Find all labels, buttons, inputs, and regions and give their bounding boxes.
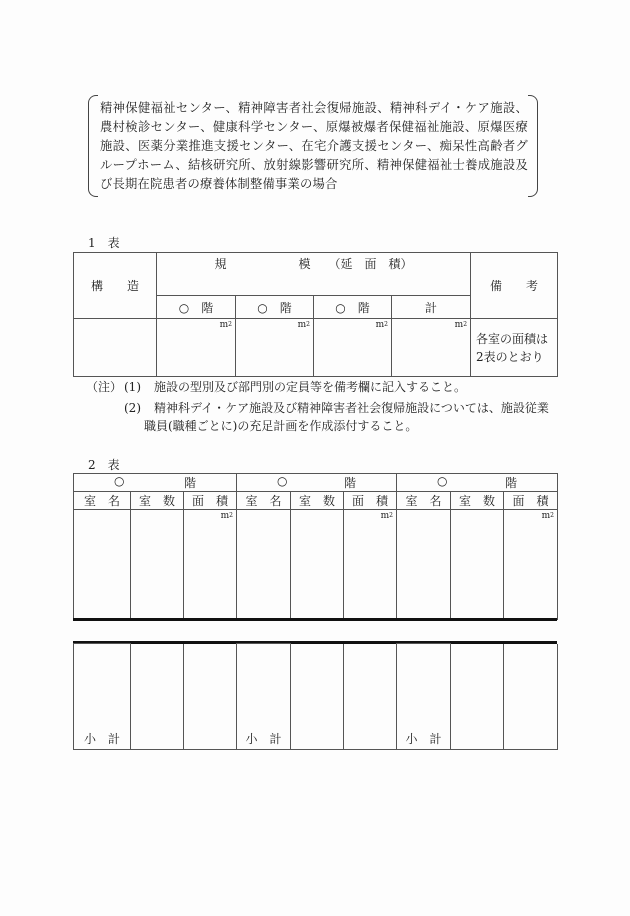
intro-text: 精神保健福祉センター、精神障害者社会復帰施設、精神科デイ・ケア施設、農村検診センター、健康科学センター、原爆被爆者保健福祉施設、原爆医療施設、医薬分業推進支援センター、在宅介護支援センター、痴呆性高齢者グループホーム、結核研究所、放射線影響研究所、精神保健福祉士養成施設及び長期在院患者の療養体制整備事業の場合 (100, 101, 528, 191)
square-meter-unit: $m^2$ (219, 320, 232, 330)
subtotal-area-cell[interactable] (344, 644, 397, 750)
table2-lower (73, 643, 558, 750)
area-cell[interactable] (504, 510, 558, 620)
room-name-header: 室 名 (397, 492, 451, 510)
subtotal-label-cell: 小 計 (237, 644, 291, 750)
area-header: 面 積 (504, 492, 558, 510)
room-name-header: 室 名 (237, 492, 291, 510)
table1-label: 1 表 (88, 236, 120, 250)
left-bracket (88, 95, 98, 197)
subtotal-label-cell: 小 計 (74, 644, 131, 750)
area-header: 面 積 (184, 492, 237, 510)
note-2-continuation: 職員(職種ごとに)の充足計画を作成添付すること。 (144, 419, 418, 433)
floor-group-header-3: ○ 階 (397, 474, 558, 492)
structure-cell[interactable] (74, 319, 157, 377)
note-1-number: (1) (124, 380, 141, 394)
right-bracket (528, 95, 538, 197)
room-count-header: 室 数 (291, 492, 344, 510)
room-count-cell[interactable] (451, 510, 504, 620)
break-line-upper (73, 618, 557, 621)
room-name-cell[interactable] (74, 510, 131, 620)
remarks-line-1: 各室の面積は (476, 331, 549, 346)
room-count-cell[interactable] (131, 510, 184, 620)
room-count-cell[interactable] (291, 510, 344, 620)
area-cell[interactable] (344, 510, 397, 620)
square-meter-unit: $m^2$ (220, 511, 233, 521)
note-1-text: 施設の型別及び部門別の定員等を備考欄に記入すること。 (154, 380, 467, 394)
remarks-header: 備 考 (471, 253, 558, 319)
subtotal-room-count-cell[interactable] (291, 644, 344, 750)
subtotal-room-count-cell[interactable] (131, 644, 184, 750)
total-area-cell[interactable] (392, 319, 471, 377)
room-name-header: 室 名 (74, 492, 131, 510)
floor-area-cell-3[interactable] (314, 319, 392, 377)
table2-label: 2 表 (88, 458, 120, 472)
subtotal-label-cell: 小 計 (397, 644, 451, 750)
square-meter-unit: $m^2$ (541, 511, 554, 521)
structure-header: 構 造 (74, 253, 157, 319)
floor-header-3: ○ 階 (314, 296, 392, 319)
floor-group-header-1: ○ 階 (74, 474, 237, 492)
floor-header-1: ○ 階 (157, 296, 236, 319)
table1 (73, 252, 558, 377)
subtotal-area-cell[interactable] (504, 644, 558, 750)
intro-bracket-box (88, 95, 538, 197)
subtotal-room-count-cell[interactable] (451, 644, 504, 750)
table2-upper (73, 473, 558, 620)
room-count-header: 室 数 (451, 492, 504, 510)
remarks-cell[interactable] (471, 319, 558, 377)
floor-area-cell-2[interactable] (236, 319, 314, 377)
square-meter-unit: $m^2$ (297, 320, 310, 330)
floor-group-header-2: ○ 階 (237, 474, 397, 492)
area-cell[interactable] (184, 510, 237, 620)
area-header: 面 積 (344, 492, 397, 510)
square-meter-unit: $m^2$ (454, 320, 468, 330)
total-header: 計 (392, 296, 471, 319)
floor-header-2: ○ 階 (236, 296, 314, 319)
room-name-cell[interactable] (237, 510, 291, 620)
square-meter-unit: $m^2$ (375, 320, 388, 330)
scale-header: 規 模 （延 面 積） (157, 253, 471, 296)
floor-area-cell-1[interactable] (157, 319, 236, 377)
subtotal-area-cell[interactable] (184, 644, 237, 750)
note-prefix: （注） (86, 380, 123, 394)
room-name-cell[interactable] (397, 510, 451, 620)
note-2-text: 精神科デイ・ケア施設及び精神障害者社会復帰施設については、施設従業 (154, 401, 549, 415)
room-count-header: 室 数 (131, 492, 184, 510)
remarks-line-2: 2表のとおり (476, 349, 544, 364)
square-meter-unit: $m^2$ (380, 511, 393, 521)
note-2-number: (2) (124, 401, 141, 415)
